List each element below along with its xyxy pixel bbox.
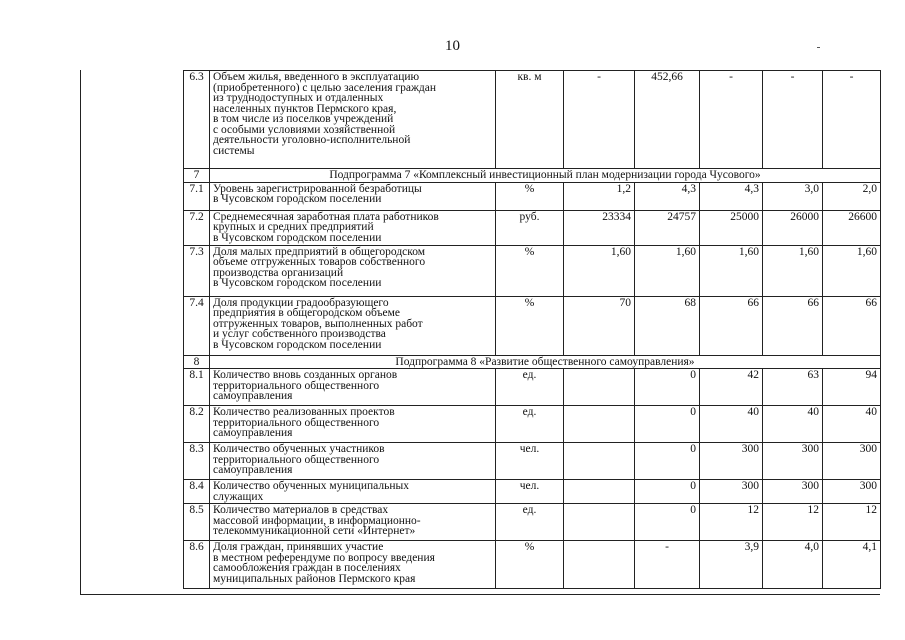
unit-cell: кв. м xyxy=(496,71,564,169)
indicator-name: Доля продукции градообразующего предприятия в общегородском объеме отгруженных товаров, выполненных работ и услуг собственного производства в Чусовском городском поселении xyxy=(210,296,496,355)
row-number: 8.2 xyxy=(184,406,210,443)
unit-cell: чел. xyxy=(496,443,564,480)
value-cell: 1,60 xyxy=(635,245,700,296)
value-cell: 300 xyxy=(700,443,763,480)
unit-cell: % xyxy=(496,182,564,210)
value-cell: 63 xyxy=(763,369,823,406)
value-cell: 1,60 xyxy=(700,245,763,296)
row-number: 6.3 xyxy=(184,71,210,169)
value-cell: 4,3 xyxy=(700,182,763,210)
table-row xyxy=(184,369,881,406)
table-row xyxy=(184,406,881,443)
value-cell: 40 xyxy=(823,406,881,443)
value-cell: 0 xyxy=(635,504,700,541)
unit-cell: ед. xyxy=(496,369,564,406)
value-cell: 300 xyxy=(823,480,881,504)
value-cell xyxy=(564,406,635,443)
value-cell: 94 xyxy=(823,369,881,406)
value-cell: 26000 xyxy=(763,210,823,245)
value-cell: 0 xyxy=(635,443,700,480)
subprogram-header-row xyxy=(184,169,881,183)
value-cell: 66 xyxy=(763,296,823,355)
indicator-name: Количество обученных муниципальных служащих xyxy=(210,480,496,504)
value-cell: 0 xyxy=(635,406,700,443)
value-cell: 40 xyxy=(700,406,763,443)
value-cell: 1,60 xyxy=(763,245,823,296)
value-cell: 2,0 xyxy=(823,182,881,210)
value-cell xyxy=(564,504,635,541)
value-cell: 12 xyxy=(763,504,823,541)
indicator-name: Количество реализованных проектов территориального общественного самоуправления xyxy=(210,406,496,443)
row-number: 7.3 xyxy=(184,245,210,296)
row-number: 7 xyxy=(184,169,210,183)
value-cell: 300 xyxy=(823,443,881,480)
value-cell: 23334 xyxy=(564,210,635,245)
outer-border-bottom xyxy=(80,594,880,595)
table-row xyxy=(184,443,881,480)
value-cell: 1,60 xyxy=(564,245,635,296)
value-cell: 4,0 xyxy=(763,541,823,589)
indicators-table xyxy=(183,70,881,589)
indicator-name: Количество материалов в средствах массовой информации, в информационно- телекоммуникационной сети «Интернет» xyxy=(210,504,496,541)
unit-cell: руб. xyxy=(496,210,564,245)
unit-cell: % xyxy=(496,541,564,589)
indicator-name: Объем жилья, введенного в эксплуатацию (приобретенного) с целью заселения граждан из труднодоступных и отдаленных населенных пунктов Пермского края, в том числе из поселков учреждений с особыми условиями хозяйственной деятельности уголовно-исполнительной системы xyxy=(210,71,496,169)
indicator-name: Доля граждан, принявших участие в местном референдуме по вопросу введения самообложения граждан в поселениях муниципальных районов Пермского края xyxy=(210,541,496,589)
value-cell: 24757 xyxy=(635,210,700,245)
value-cell xyxy=(564,541,635,589)
outer-border-left xyxy=(80,70,81,595)
indicator-name: Среднемесячная заработная плата работников крупных и средних предприятий в Чусовском городском поселении xyxy=(210,210,496,245)
subprogram-header-row xyxy=(184,355,881,369)
value-cell: 4,3 xyxy=(635,182,700,210)
row-number: 7.2 xyxy=(184,210,210,245)
unit-cell: ед. xyxy=(496,504,564,541)
row-number: 7.4 xyxy=(184,296,210,355)
value-cell xyxy=(564,369,635,406)
value-cell: 70 xyxy=(564,296,635,355)
value-cell: 68 xyxy=(635,296,700,355)
value-cell: 42 xyxy=(700,369,763,406)
table-row xyxy=(184,245,881,296)
value-cell: 4,1 xyxy=(823,541,881,589)
value-cell: 300 xyxy=(700,480,763,504)
value-cell: - xyxy=(700,71,763,169)
row-number: 8.3 xyxy=(184,443,210,480)
value-cell xyxy=(564,480,635,504)
value-cell: 26600 xyxy=(823,210,881,245)
value-cell xyxy=(564,443,635,480)
value-cell: 3,9 xyxy=(700,541,763,589)
value-cell: 3,0 xyxy=(763,182,823,210)
value-cell: 1,60 xyxy=(823,245,881,296)
table-row xyxy=(184,71,881,169)
value-cell: - xyxy=(635,541,700,589)
unit-cell: ед. xyxy=(496,406,564,443)
indicator-name: Количество вновь созданных органов территориального общественного самоуправления xyxy=(210,369,496,406)
value-cell: 1,2 xyxy=(564,182,635,210)
indicator-name: Уровень зарегистрированной безработицы в Чусовском городском поселении xyxy=(210,182,496,210)
table-row xyxy=(184,480,881,504)
row-number: 8.5 xyxy=(184,504,210,541)
row-number: 7.1 xyxy=(184,182,210,210)
page-number: 10 xyxy=(445,38,460,54)
value-cell: 66 xyxy=(823,296,881,355)
value-cell: 300 xyxy=(763,443,823,480)
value-cell: - xyxy=(564,71,635,169)
value-cell: 12 xyxy=(823,504,881,541)
value-cell: 12 xyxy=(700,504,763,541)
value-cell: - xyxy=(823,71,881,169)
value-cell: 300 xyxy=(763,480,823,504)
value-cell: 0 xyxy=(635,369,700,406)
value-cell: 40 xyxy=(763,406,823,443)
subprogram-title: Подпрограмма 8 «Развитие общественного самоуправления» xyxy=(210,355,881,369)
unit-cell: чел. xyxy=(496,480,564,504)
value-cell: 25000 xyxy=(700,210,763,245)
unit-cell: % xyxy=(496,245,564,296)
table-row xyxy=(184,210,881,245)
table-row xyxy=(184,182,881,210)
value-cell: 452,66 xyxy=(635,71,700,169)
scan-speck xyxy=(817,47,820,48)
value-cell: - xyxy=(763,71,823,169)
row-number: 8.6 xyxy=(184,541,210,589)
value-cell: 66 xyxy=(700,296,763,355)
unit-cell: % xyxy=(496,296,564,355)
row-number: 8.4 xyxy=(184,480,210,504)
value-cell: 0 xyxy=(635,480,700,504)
row-number: 8 xyxy=(184,355,210,369)
indicator-name: Количество обученных участников территориального общественного самоуправления xyxy=(210,443,496,480)
row-number: 8.1 xyxy=(184,369,210,406)
table-row xyxy=(184,541,881,589)
table-row xyxy=(184,504,881,541)
subprogram-title: Подпрограмма 7 «Комплексный инвестиционный план модернизации города Чусового» xyxy=(210,169,881,183)
indicator-name: Доля малых предприятий в общегородском объеме отгруженных товаров собственного производства организаций в Чусовском городском поселении xyxy=(210,245,496,296)
table-row xyxy=(184,296,881,355)
